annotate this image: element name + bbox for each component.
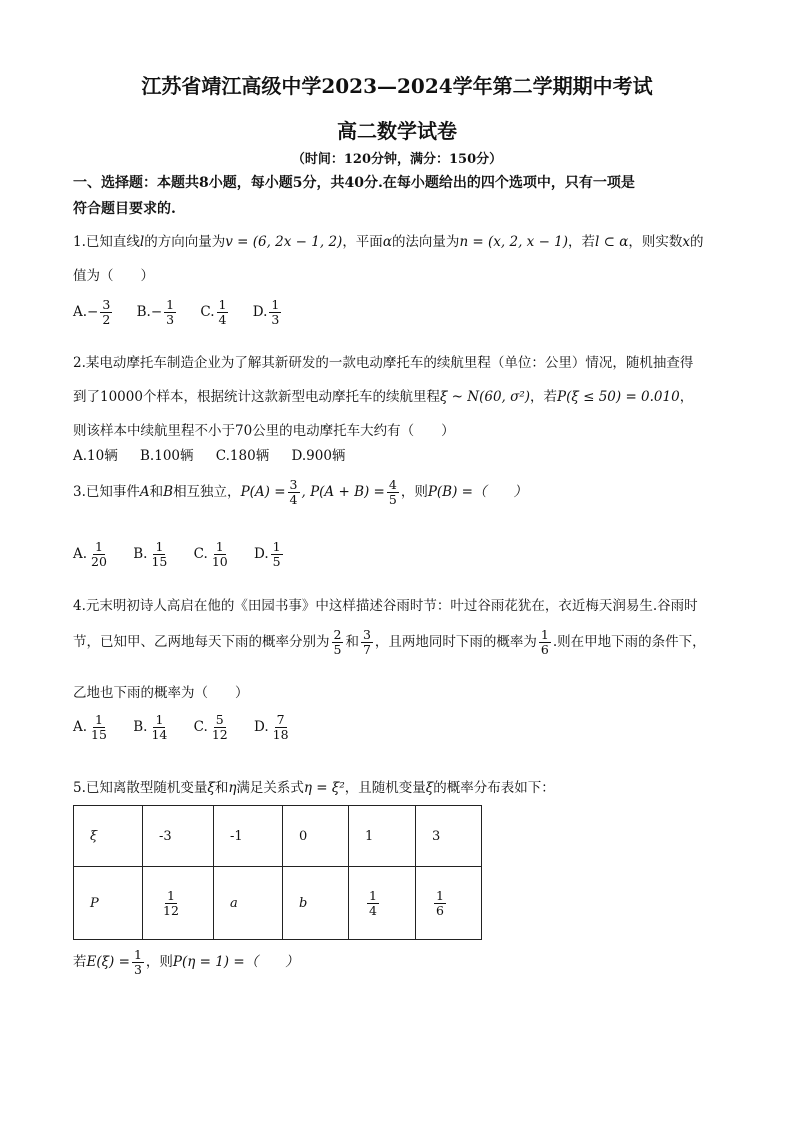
- table-cell: P: [74, 867, 143, 940]
- table-row: [74, 867, 482, 940]
- q1-option-b: B.− $\frac{1}{3}$: [136, 297, 175, 327]
- section1-heading-line2: 符合题目要求的.: [73, 201, 176, 217]
- q5-question: 若E(ξ) = $\frac{1}{3}$ ，则P(η = 1) =（ ）: [73, 947, 299, 977]
- q4-line3: 乙地也下雨的概率为（ ）: [73, 685, 249, 701]
- q1-option-a: A.− $\frac{3}{2}$: [73, 297, 111, 327]
- table-row: [74, 806, 482, 867]
- table-cell: 1: [349, 806, 416, 867]
- table-cell: -3: [143, 806, 214, 867]
- exam-title: 江苏省靖江高级中学2023—2024学年第二学期期中考试: [141, 74, 653, 98]
- q3-line1: 3.已知事件A和B相互独立，P(A) = $\frac{3}{4}$ , P(A + B) = $\frac{4}{5}$ ，则P(B) =（ ）: [73, 477, 527, 507]
- q1-option-d: D. $\frac{1}{3}$: [252, 297, 280, 327]
- table-cell: $\frac{1}{4}$: [349, 867, 416, 940]
- q2-line2: 到了10000个样本，根据统计这款新型电动摩托车的续航里程ξ ~ N(60, σ²)，若P(ξ ≤ 50) = 0.010，: [73, 389, 694, 405]
- q2-option-c: C.180辆: [215, 448, 270, 464]
- table-cell: 0: [283, 806, 349, 867]
- table-cell: 3: [416, 806, 482, 867]
- table-cell: b: [283, 867, 349, 940]
- q1-line2: 值为（ ）: [73, 268, 154, 284]
- q1-options: [73, 298, 301, 327]
- q4-line1: 4.元末明初诗人高启在他的《田园书事》中这样描述谷雨时节：叶过谷雨花犹在，衣近梅天润易生.谷雨时: [73, 598, 698, 614]
- table-cell: -1: [214, 806, 283, 867]
- q3-option-c: C. $\frac{1}{10}$: [193, 539, 228, 569]
- q4-option-b: B. $\frac{1}{14}$: [133, 712, 168, 742]
- table-cell: $\frac{1}{6}$: [416, 867, 482, 940]
- q4-line2: 节，已知甲、乙两地每天下雨的概率分别为 $\frac{2}{5}$ 和 $\frac{3}{7}$ ，且两地同时下雨的概率为 $\frac{1}{6}$ .则在甲地下雨的条件下，: [73, 627, 706, 657]
- exam-subtitle: 高二数学试卷: [337, 119, 457, 143]
- q2-line3: 则该样本中续航里程不小于70公里的电动摩托车大约有（ ）: [73, 423, 455, 439]
- section1-heading-line1: 一、选择题：本题共8小题，每小题5分，共40分.在每小题给出的四个选项中，只有一项是: [73, 175, 635, 191]
- q1-option-c: C. $\frac{1}{4}$: [200, 297, 227, 327]
- q4-options: [73, 713, 311, 742]
- q2-line1: 2.某电动摩托车制造企业为了解其新研发的一款电动摩托车的续航里程（单位：公里）情况，随机抽查得: [73, 355, 694, 371]
- table-cell: $\frac{1}{12}$: [143, 867, 214, 940]
- q3-options: [73, 540, 303, 569]
- q2-option-d: D.900辆: [291, 448, 346, 464]
- q5-line1: 5.已知离散型随机变量ξ和η满足关系式η = ξ²，且随机变量ξ的概率分布表如下：: [73, 780, 555, 796]
- q4-option-a: A. $\frac{1}{15}$: [73, 712, 107, 742]
- q2-option-b: B.100辆: [140, 448, 194, 464]
- table-cell: ξ: [74, 806, 143, 867]
- distribution-table: [73, 805, 482, 940]
- q2-option-a: A.10辆: [73, 448, 118, 464]
- q4-option-c: C. $\frac{5}{12}$: [193, 712, 228, 742]
- q3-option-a: A. $\frac{1}{20}$: [73, 539, 107, 569]
- table-cell: a: [214, 867, 283, 940]
- q3-option-b: B. $\frac{1}{15}$: [133, 539, 168, 569]
- q3-option-d: D. $\frac{1}{5}$: [254, 539, 281, 569]
- exam-info: （时间：120分钟，满分：150分）: [291, 152, 503, 167]
- q2-options: [73, 444, 363, 464]
- q1-line1: 1.已知直线l的方向向量为v = (6, 2x − 1, 2)，平面α的法向量为n = (x, 2, x − 1)，若l ⊂ α，则实数x的: [73, 234, 704, 250]
- q4-option-d: D. $\frac{7}{18}$: [254, 712, 289, 742]
